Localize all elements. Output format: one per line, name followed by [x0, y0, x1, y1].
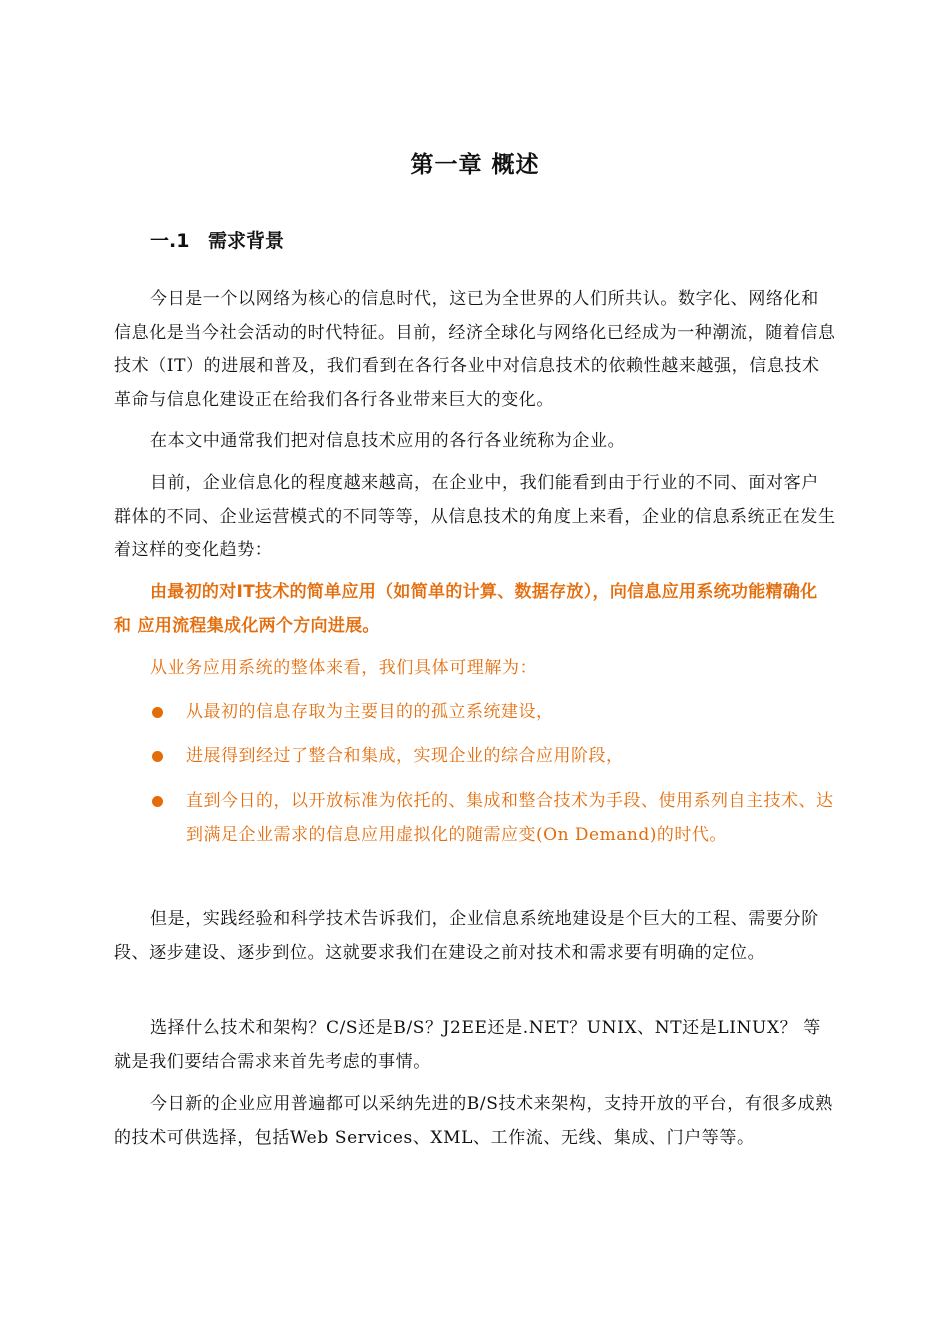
bullet-icon: [152, 707, 163, 718]
bullet-icon: [152, 796, 163, 807]
section-title: 需求背景: [208, 230, 285, 252]
paragraph-definition: 在本文中通常我们把对信息技术应用的各行各业统称为企业。: [150, 431, 626, 451]
paragraph-understanding: 从业务应用系统的整体来看，我们具体可理解为：: [150, 658, 538, 678]
paragraph-practice: 但是，实践经验和科学技术告诉我们，企业信息系统地建设是个巨大的工程、需要分阶段、逐步建设、逐步到位。这就要求我们在建设之前对技术和需求要有明确的定位。: [114, 909, 819, 963]
paragraph-architecture: 选择什么技术和架构？C/S还是B/S？J2EE还是.NET？UNIX、NT还是LINUX？ 等就是我们要结合需求来首先考虑的事情。: [114, 1018, 821, 1072]
paragraph-intro: 今日是一个以网络为核心的信息时代，这已为全世界的人们所共认。数字化、网络化和信息化是当今社会活动的时代特征。目前，经济全球化与网络化已经成为一种潮流，随着信息技术（IT）的进展和普及，我们看到在各行各业中对信息技术的依赖性越来越强，信息技术革命与信息化建设正在给我们各行各业带来巨大的变化。: [114, 289, 836, 410]
bullet-icon: [152, 751, 163, 762]
paragraph-modern: 今日新的企业应用普遍都可以采纳先进的B/S技术来架构，支持开放的平台，有很多成熟的技术可供选择，包括Web Services、XML、工作流、无线、集成、门户等等。: [114, 1094, 833, 1148]
paragraph-highlight: 由最初的对IT技术的简单应用（如简单的计算、数据存放），向信息应用系统功能精确化 和 应用流程集成化两个方向进展。: [114, 582, 818, 636]
paragraph-trend: 目前，企业信息化的程度越来越高，在企业中，我们能看到由于行业的不同、面对客户群体的不同、企业运营模式的不同等等，从信息技术的角度上来看，企业的信息系统正在发生着这样的变化趋势：: [114, 473, 836, 560]
section-heading: [150, 226, 284, 253]
list-item-text: 直到今日的，以开放标准为依托的、集成和整合技术为手段、使用系列自主技术、达到满足企业需求的信息应用虚拟化的随需应变(On Demand)的时代。: [186, 791, 834, 845]
section-number: 一.1: [150, 230, 190, 252]
list-item-text: 从最初的信息存取为主要目的的孤立系统建设，: [186, 702, 554, 722]
chapter-title: 第一章 概述: [410, 152, 540, 178]
list-item-text: 进展得到经过了整合和集成，实现企业的综合应用阶段，: [186, 746, 624, 766]
